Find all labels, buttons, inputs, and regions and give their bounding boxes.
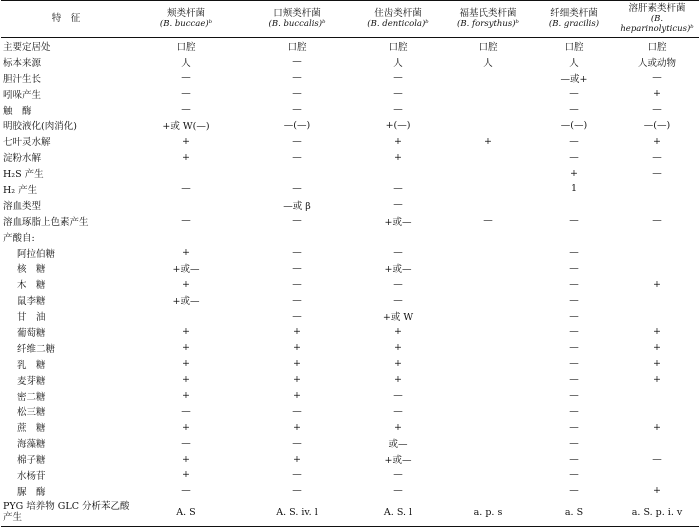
result-cell: +或 W [382,312,414,324]
result-cell: + [570,167,578,179]
result-cell [443,86,533,102]
table-row [1,102,699,118]
feature-label: 胆汁生长 [3,73,42,85]
result-cell: +或 W(—) [162,121,210,133]
result-cell [443,197,533,213]
result-cell: —(—) [643,119,671,131]
result-cell: — [569,215,579,227]
result-cell [443,356,533,372]
result-cell: + [653,135,661,147]
species-column-header [533,1,615,38]
result-cell: + [293,390,301,402]
result-cell [443,276,533,292]
result-cell [615,403,699,419]
result-cell [443,165,533,181]
characteristics-table [1,0,699,527]
feature-label: 阿拉伯糖 [17,248,56,260]
feature-label: PYG 培养物 GLC 分析苯乙酸产生 [1,499,131,527]
result-cell: 1 [570,183,578,195]
column-name: 住齿类杆菌 [374,8,422,19]
result-cell: — [292,72,302,84]
feature-label: 鼠李糖 [17,296,46,308]
feature-label: 溶血琢脂上色素产生 [3,216,89,228]
result-cell: +或— [172,296,200,308]
feature-label: 核 糖 [17,264,46,276]
result-cell: + [653,485,661,497]
result-cell: + [394,421,402,433]
result-cell: + [182,469,190,481]
result-cell: 人或动物 [637,57,676,69]
result-cell: — [181,215,191,227]
result-cell: — [181,485,191,497]
result-cell: — [393,390,403,402]
table-body [1,38,699,527]
result-cell [615,292,699,308]
result-cell [533,229,615,245]
table-row [1,133,699,149]
table-row [1,324,699,340]
result-cell [443,181,533,197]
result-cell: +或— [172,264,200,276]
result-cell: — [652,104,662,115]
result-cell: — [292,215,302,227]
result-cell [443,102,533,118]
result-cell: + [293,326,301,338]
result-cell: + [182,151,190,163]
result-cell: — [181,72,191,84]
result-cell [443,260,533,276]
column-name: 特 征 [51,13,81,24]
result-cell [241,165,353,181]
result-cell: + [394,135,402,147]
result-cell [443,117,533,133]
result-cell: + [653,326,661,338]
result-cell: — [393,485,403,497]
feature-label: 葡萄糖 [17,327,46,339]
table-row [1,165,699,181]
result-cell: — [569,262,579,274]
result-cell: — [393,247,403,259]
result-cell: A. S [131,499,241,527]
feature-label: 纤维二糖 [17,343,56,355]
result-cell: — [393,278,403,290]
result-cell [443,70,533,86]
result-cell: — [393,469,403,481]
table-row [1,229,699,245]
result-cell: — [569,278,579,290]
result-cell: — [569,453,579,465]
feature-label: 水杨苷 [17,470,46,482]
table-row [1,451,699,467]
result-cell: + [653,278,661,290]
result-cell [443,483,533,499]
result-cell: + [653,342,661,354]
table-row [1,388,699,404]
result-cell [443,451,533,467]
result-cell: + [653,358,661,370]
result-cell [443,292,533,308]
table-row [1,419,699,435]
feature-label: 吲哚产生 [3,89,42,101]
table-row [1,435,699,451]
result-cell: — [292,151,302,163]
table-row [1,499,699,527]
result-cell: + [182,374,190,386]
result-cell: 人 [181,57,191,69]
result-cell: + [293,374,301,386]
result-cell: 人 [483,57,493,69]
result-cell: A. S. l [353,499,443,527]
result-cell: + [293,358,301,370]
result-cell [615,197,699,213]
table-row [1,213,699,229]
result-cell [443,419,533,435]
result-cell: a. S. p. i. v [615,499,699,527]
result-cell: + [394,151,402,163]
feature-label: 触 酶 [3,105,32,117]
table-row [1,117,699,133]
feature-label: 溶血类型 [3,200,42,212]
feature-label: 松三糖 [17,407,46,419]
result-cell [353,165,443,181]
table-header [1,1,699,38]
result-cell [131,229,241,245]
result-cell [131,165,241,181]
result-cell: + [182,358,190,370]
table-row [1,467,699,483]
table-row [1,356,699,372]
result-cell [131,197,241,213]
result-cell: — [292,183,302,195]
result-cell [615,229,699,245]
result-cell [443,372,533,388]
result-cell: — [292,310,302,322]
column-name: 颊类杆菌 [166,8,205,19]
result-cell: —或+ [560,73,588,85]
result-cell: — [652,167,662,179]
result-cell: + [394,358,402,370]
species-column-header [615,1,699,38]
result-cell: — [569,310,579,322]
feature-label: 木 糖 [17,280,46,292]
feature-label: 乳 糖 [17,359,46,371]
result-cell: — [181,88,191,100]
feature-label: 明胶液化(肉消化) [3,121,77,133]
result-cell: 口腔 [647,41,667,53]
result-cell [615,260,699,276]
result-cell: + [293,453,301,465]
result-cell [443,324,533,340]
result-cell: 或— [388,439,408,451]
result-cell [615,467,699,483]
result-cell: — [393,72,403,84]
result-cell: — [292,294,302,306]
table-row [1,70,699,86]
result-cell: — [569,485,579,497]
result-cell: 人 [393,57,403,69]
result-cell: 口腔 [287,41,307,53]
table-row [1,292,699,308]
result-cell: — [292,262,302,274]
result-cell: — [652,151,662,163]
column-species-latin: (B. denticola)ᵇ [367,19,429,29]
feature-label: H₂S 产生 [3,169,44,181]
result-cell: — [569,88,579,100]
result-cell: — [569,390,579,402]
column-name: 口颊类杆菌 [273,8,321,19]
table-row [1,245,699,261]
feature-label: 产酸自: [3,232,35,244]
result-cell: 口腔 [478,41,498,53]
result-cell [443,229,533,245]
result-cell: + [182,390,190,402]
result-cell: — [569,135,579,147]
result-cell: + [182,453,190,465]
result-cell: +(—) [385,119,411,131]
result-cell: + [182,278,190,290]
feature-label: 海藻糖 [17,439,46,451]
result-cell [615,181,699,197]
result-cell [615,245,699,261]
result-cell: — [292,485,302,497]
result-cell: — [569,151,579,163]
result-cell [131,308,241,324]
result-cell [443,308,533,324]
result-cell: — [292,135,302,147]
result-cell: — [569,358,579,370]
result-cell: — [569,437,579,449]
column-name: 纤细类杆菌 [550,8,598,19]
result-cell: + [293,342,301,354]
result-cell: —(—) [283,119,311,131]
result-cell [533,197,615,213]
result-cell: — [393,183,403,195]
result-cell [443,388,533,404]
result-cell: — [292,405,302,417]
table-row [1,403,699,419]
result-cell: — [393,88,403,100]
result-cell [241,229,353,245]
feature-label: 麦芽糖 [17,375,46,387]
feature-label: H₂ 产生 [3,184,38,196]
species-column-header [353,1,443,38]
result-cell: 口腔 [564,41,584,53]
result-cell: — [393,294,403,306]
column-species-latin: (B. buccalis)ᵇ [268,19,326,29]
result-cell: — [181,405,191,417]
table-row [1,38,699,54]
result-cell: —或 β [283,200,311,212]
feature-label: 标本来源 [3,57,42,69]
column-species-latin: (B. forsythus)ᵇ [457,19,519,29]
result-cell: — [569,326,579,338]
table-row [1,276,699,292]
result-cell: + [182,326,190,338]
result-cell [443,435,533,451]
result-cell [443,403,533,419]
result-cell: — [292,469,302,481]
table-row [1,340,699,356]
result-cell: — [181,437,191,449]
result-cell: + [394,342,402,354]
result-cell: 口腔 [388,41,408,53]
table-row [1,181,699,197]
result-cell [353,229,443,245]
result-cell: — [569,405,579,417]
result-cell: — [393,405,403,417]
result-cell [615,308,699,324]
feature-label: 蔗 糖 [17,423,46,435]
feature-label: 脲 酶 [17,486,46,498]
result-cell: — [569,247,579,259]
result-cell: — [569,294,579,306]
result-cell: — [181,183,191,195]
result-cell: —(—) [560,119,588,131]
header-row [1,1,699,38]
result-cell: a. S [533,499,615,527]
result-cell: A. S. iv. l [241,499,353,527]
feature-column-header [1,1,131,38]
result-cell: — [181,104,191,115]
result-cell [443,467,533,483]
table-row [1,308,699,324]
column-species-latin: (B. buccae)ᵇ [159,19,213,29]
table-row [1,483,699,499]
feature-label: 主要定居处 [3,41,51,53]
result-cell: + [182,342,190,354]
result-cell: 口腔 [176,41,196,53]
result-cell [615,388,699,404]
column-name: 福基氏类杆菌 [459,8,517,19]
result-cell: + [653,421,661,433]
result-cell [443,149,533,165]
result-cell: — [652,215,662,227]
result-cell: + [182,135,190,147]
species-column-header [131,1,241,38]
result-cell: a. p. s [443,499,533,527]
result-cell: + [484,135,492,147]
result-cell: — [393,104,403,115]
result-cell: + [653,88,661,100]
table-row [1,54,699,70]
result-cell: 人 [569,57,579,69]
feature-label: 密二糖 [17,391,46,403]
result-cell [615,435,699,451]
species-column-header [443,1,533,38]
feature-label: 七叶灵水解 [3,137,51,149]
result-cell: + [182,421,190,433]
result-cell [443,340,533,356]
result-cell: — [569,104,579,115]
result-cell: + [653,374,661,386]
table-row [1,86,699,102]
result-cell: — [393,199,403,211]
result-cell: + [293,421,301,433]
result-cell: — [292,247,302,259]
result-cell: — [569,374,579,386]
column-species-latin: (B. heparinolyticus)ᵇ [620,14,694,34]
result-cell: — [292,88,302,100]
feature-label: 甘 油 [17,312,46,324]
table-row [1,197,699,213]
feature-label: 淀粉水解 [3,153,42,165]
result-cell: +或— [384,216,412,228]
result-cell: + [394,326,402,338]
column-species-latin: (B. gracilis) [548,19,600,29]
result-cell: — [569,421,579,433]
result-cell: — [292,104,302,115]
species-column-header [241,1,353,38]
column-name: 溶肝素类杆菌 [628,3,686,14]
result-cell: — [292,56,302,68]
result-cell: — [652,72,662,84]
result-cell: — [483,215,493,227]
table-row [1,260,699,276]
result-cell: — [292,437,302,449]
result-cell: + [394,374,402,386]
result-cell: — [292,278,302,290]
result-cell [443,245,533,261]
result-cell: — [652,453,662,465]
feature-label: 棉子糖 [17,455,46,467]
result-cell: — [569,469,579,481]
result-cell: +或— [384,455,412,467]
result-cell: + [182,247,190,259]
result-cell: — [569,342,579,354]
table-row [1,149,699,165]
table-row [1,372,699,388]
result-cell: +或— [384,264,412,276]
